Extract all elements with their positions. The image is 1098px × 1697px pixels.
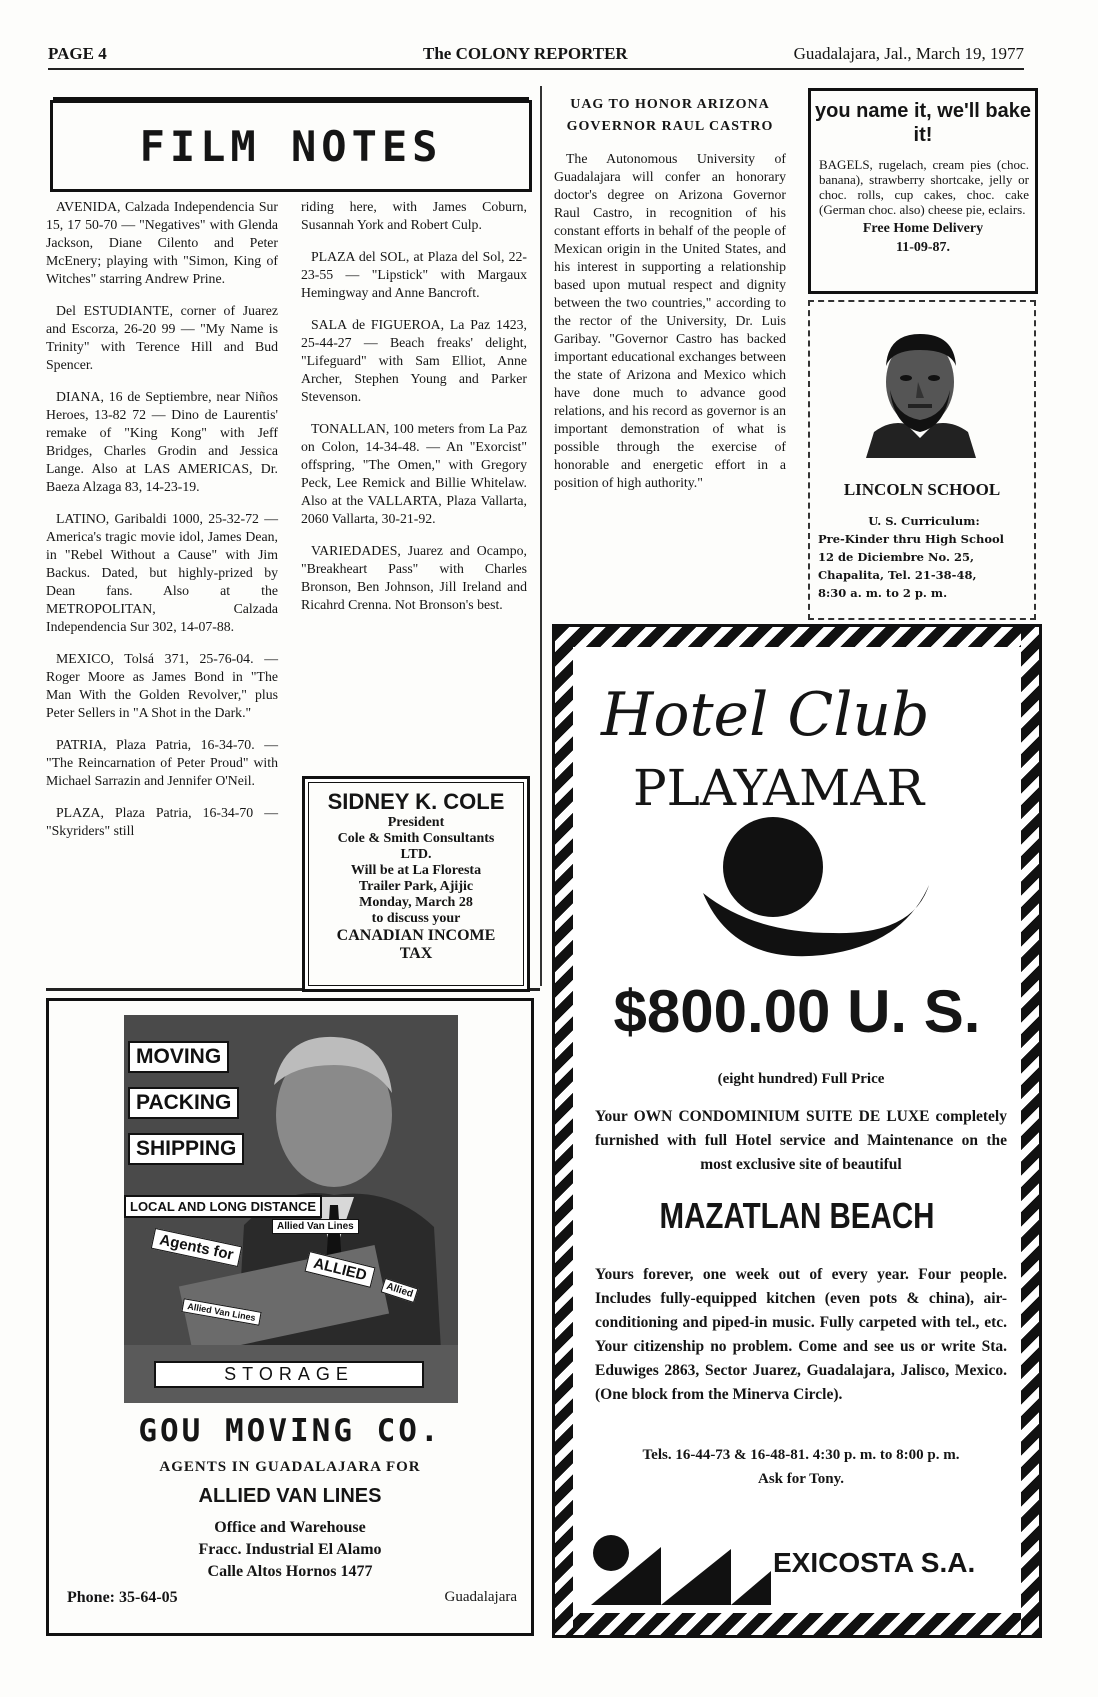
condo-intro: Your OWN CONDOMINIUM SUITE DE LUXE completely furnished with full Hotel service and Maintenance on the most exclusive site of beautiful xyxy=(595,1108,1007,1173)
lincoln-line: Chapalita, Tel. 21-38-48, xyxy=(818,568,977,582)
bakery-headline: you name it, we'll bake it! xyxy=(815,100,1031,146)
film-listing: VARIEDADES, Juarez and Ocampo, "Breakheart Pass" with Charles Bronson, Ben Johnson, Jill Ireland and Ricahrd Crenna. Not Bronson's best. xyxy=(301,543,527,612)
distance-tag: LOCAL AND LONG DISTANCE xyxy=(124,1195,322,1218)
photo-sign: Agents for xyxy=(151,1228,242,1267)
exicosta-logo-mark xyxy=(591,1527,771,1607)
price: $800.00 U. S. xyxy=(613,978,981,1045)
film-listing: PLAZA del SOL, at Plaza del Sol, 22-23-55 — "Lipstick" with Margaux Hemingway and Anne Bancroft. xyxy=(301,249,527,300)
lincoln-school-name: LINCOLN SCHOOL xyxy=(843,480,1001,499)
moving-company-name: GOU MOVING CO. xyxy=(138,1413,442,1449)
film-listing: PATRIA, Plaza Patria, 16-34-70. — "The Reincarnation of Peter Proud" with Michael Sarrazin and Jennifer O'Neil. xyxy=(46,737,278,788)
bakery-delivery: Free Home Delivery xyxy=(862,221,984,236)
photo-sign: ALLIED xyxy=(304,1251,375,1288)
price-note: (eight hundred) Full Price xyxy=(717,1071,885,1087)
film-listing: MEXICO, Tolsá 371, 25-76-04. — Roger Moore as James Bond in "The Man With the Golden Revolver," plus Peter Sellers in "A Shot in the Dark." xyxy=(46,651,278,720)
hotel-club-script: Hotel Club xyxy=(601,680,930,750)
column-divider xyxy=(540,86,542,986)
film-listing: PLAZA, Plaza Patria, 16-34-70 — "Skyriders" still xyxy=(46,805,278,838)
hatched-border xyxy=(555,627,573,1635)
dateline: Guadalajara, Jal., March 19, 1977 xyxy=(793,44,1024,63)
address-line: Calle Altos Hornos 1477 xyxy=(207,1563,373,1580)
lincoln-line: 12 de Diciembre No. 25, xyxy=(818,550,974,564)
packing-tag: PACKING xyxy=(128,1087,239,1119)
allied-line: ALLIED VAN LINES xyxy=(198,1485,382,1507)
bakery-advertisement xyxy=(808,88,1038,294)
bakery-phone: 11-09-87. xyxy=(895,240,951,255)
page-header xyxy=(48,44,1024,70)
mazatlan-beach: MAZATLAN BEACH xyxy=(659,1195,935,1236)
film-listing: Del ESTUDIANTE, corner of Juarez and Escorza, 26-20 99 — "My Name is Trinity" with Terence Hill and Bud Spencer. xyxy=(46,303,278,372)
header-rule xyxy=(48,68,1024,70)
cole-big-line: CANADIAN INCOME xyxy=(336,927,496,944)
film-listing: AVENIDA, Calzada Independencia Sur 15, 17 50-70 — "Negatives" with Glenda Jackson, Diane Cilento and Peter McEnery; playing with "Simon, King of Witches" starring Andrew Prine. xyxy=(46,199,278,286)
playamar-name: PLAYAMAR xyxy=(633,759,925,817)
address-line: Fracc. Industrial El Alamo xyxy=(198,1541,382,1558)
moving-phone: Phone: 35-64-05 xyxy=(67,1589,178,1606)
lincoln-portrait xyxy=(860,320,980,458)
uag-headline-1: UAG TO HONOR ARIZONA xyxy=(570,97,770,112)
lincoln-school-info xyxy=(818,512,1030,602)
film-listing: SALA de FIGUEROA, La Paz 1423, 25-44-27 — Beach freaks' delight, "Lifeguard" with Sam Elliot, Anne Archer, Stephen Young and Parker Stevenson. xyxy=(301,317,527,404)
moving-ad-photo xyxy=(124,1015,458,1403)
photo-sign: Allied xyxy=(381,1278,419,1303)
cole-line: LTD. xyxy=(400,847,432,862)
film-listing: TONALLAN, 100 meters from La Paz on Colon, 14-34-48. — An "Exorcist" offspring, "The Omen," with Gregory Peck, Lee Remick and Billie Whitelaw. Also at the VALLARTA, Plaza Vallarta, 2060 Vallarta, 30-21-92. xyxy=(301,421,527,526)
playamar-advertisement xyxy=(552,624,1042,1638)
condo-details: Yours forever, one week out of every year. Four people. Includes fully-equipped kitchen (even pots & china), air-conditioning and piped-in music. Fully carpeted with tel., etc. Your citizenship no problem. Come and see us or write Sta. Eduwiges 2863, Sector Juarez, Guadalajara, Jalisco, Mexico. (One block from the Minerva Circle). xyxy=(595,1266,1007,1403)
lincoln-line: 8:30 a. m. to 2 p. m. xyxy=(818,586,948,600)
uag-body: The Autonomous University of Guadalajara will confer an honorary doctor's degree on Arizona Governor Raul Castro, in recognition of his constant efforts in behalf of the people of Mexican origin in the United States, and his interest in supporting a relationship based upon mutual respect and dignity between the two countries," according to the rector of the University, Dr. Luis Garibay. "Governor Castro has backed important educational exchanges between the state of Arizona and Mexico which have done much to advance good relations, and his record as governor is an important demonstration of what is possible through the exercise of honorable and energetic effort in a position of high authority." xyxy=(554,151,786,490)
agents-line: AGENTS IN GUADALAJARA FOR xyxy=(159,1459,421,1475)
page-number: PAGE 4 xyxy=(48,44,107,63)
hatched-border xyxy=(555,627,1039,647)
film-notes-title: FILM NOTES xyxy=(50,100,532,192)
playamar-tels: Tels. 16-44-73 & 16-48-81. 4:30 p. m. to 8:00 p. m. xyxy=(642,1447,960,1463)
cole-advertisement xyxy=(302,776,530,992)
playamar-content xyxy=(573,647,1021,1613)
storage-tag: STORAGE xyxy=(154,1361,424,1388)
film-listing: riding here, with James Coburn, Susannah York and Robert Culp. xyxy=(301,199,527,232)
moving-city: Guadalajara xyxy=(444,1589,517,1605)
bakery-body: BAGELS, rugelach, cream pies (choc. banana), strawberry shortcake, jelly or choc. rolls, cup cakes, choc. cake (German choc. also) cheese pie, eclairs. xyxy=(819,157,1029,217)
cole-line: Will be at La Floresta xyxy=(350,863,482,878)
cole-big-line: TAX xyxy=(399,945,433,962)
moving-tag: MOVING xyxy=(128,1041,229,1073)
cole-line: President xyxy=(387,815,445,830)
moving-company-advertisement xyxy=(46,998,534,1636)
newspaper-name: The COLONY REPORTER xyxy=(423,44,628,63)
cole-name: SIDNEY K. COLE xyxy=(327,789,505,814)
cole-line: to discuss your xyxy=(371,911,461,926)
lincoln-line: Pre-Kinder thru High School xyxy=(818,532,1005,546)
film-listing: DIANA, 16 de Septiembre, near Niños Heroes, 13-82 72 — Dino de Laurentis' remake of "King Kong" with Jeff Bridges, Charles Grodin and Jessica Lange. Also at LAS AMERICAS, Dr. Baeza Alzaga 83, 14-23-19. xyxy=(46,389,278,494)
photo-sign: Allied Van Lines xyxy=(181,1298,261,1326)
office-line: Office and Warehouse xyxy=(214,1519,366,1536)
uag-headline-2: GOVERNOR RAUL CASTRO xyxy=(566,119,774,134)
hatched-border xyxy=(555,1613,1039,1635)
cole-line: Cole & Smith Consultants xyxy=(337,831,495,846)
hatched-border xyxy=(1021,627,1039,1635)
playamar-logo-mark xyxy=(673,815,933,965)
lincoln-line: U. S. Curriculum: xyxy=(868,514,980,528)
photo-sign: Allied Van Lines xyxy=(272,1219,359,1234)
lincoln-school-advertisement xyxy=(808,300,1036,620)
cole-line: Trailer Park, Ajijic xyxy=(358,879,474,894)
ask-for-tony: Ask for Tony. xyxy=(757,1471,844,1487)
film-notes-column-1 xyxy=(46,198,278,854)
shipping-tag: SHIPPING xyxy=(128,1133,244,1165)
cole-line: Monday, March 28 xyxy=(359,895,473,910)
film-notes-column-2 xyxy=(301,198,527,628)
uag-article xyxy=(554,94,786,492)
exicosta-logo: EXICOSTA S.A. xyxy=(773,1547,976,1578)
film-listing: LATINO, Garibaldi 1000, 25-32-72 — America's tragic movie idol, James Dean, in "Rebel Without a Cause" with Jim Backus. Dated, but highly-prized by Dean fans. Also at the METROPOLITAN, Calzada Independencia Sur 302, 14-07-88. xyxy=(46,511,278,634)
